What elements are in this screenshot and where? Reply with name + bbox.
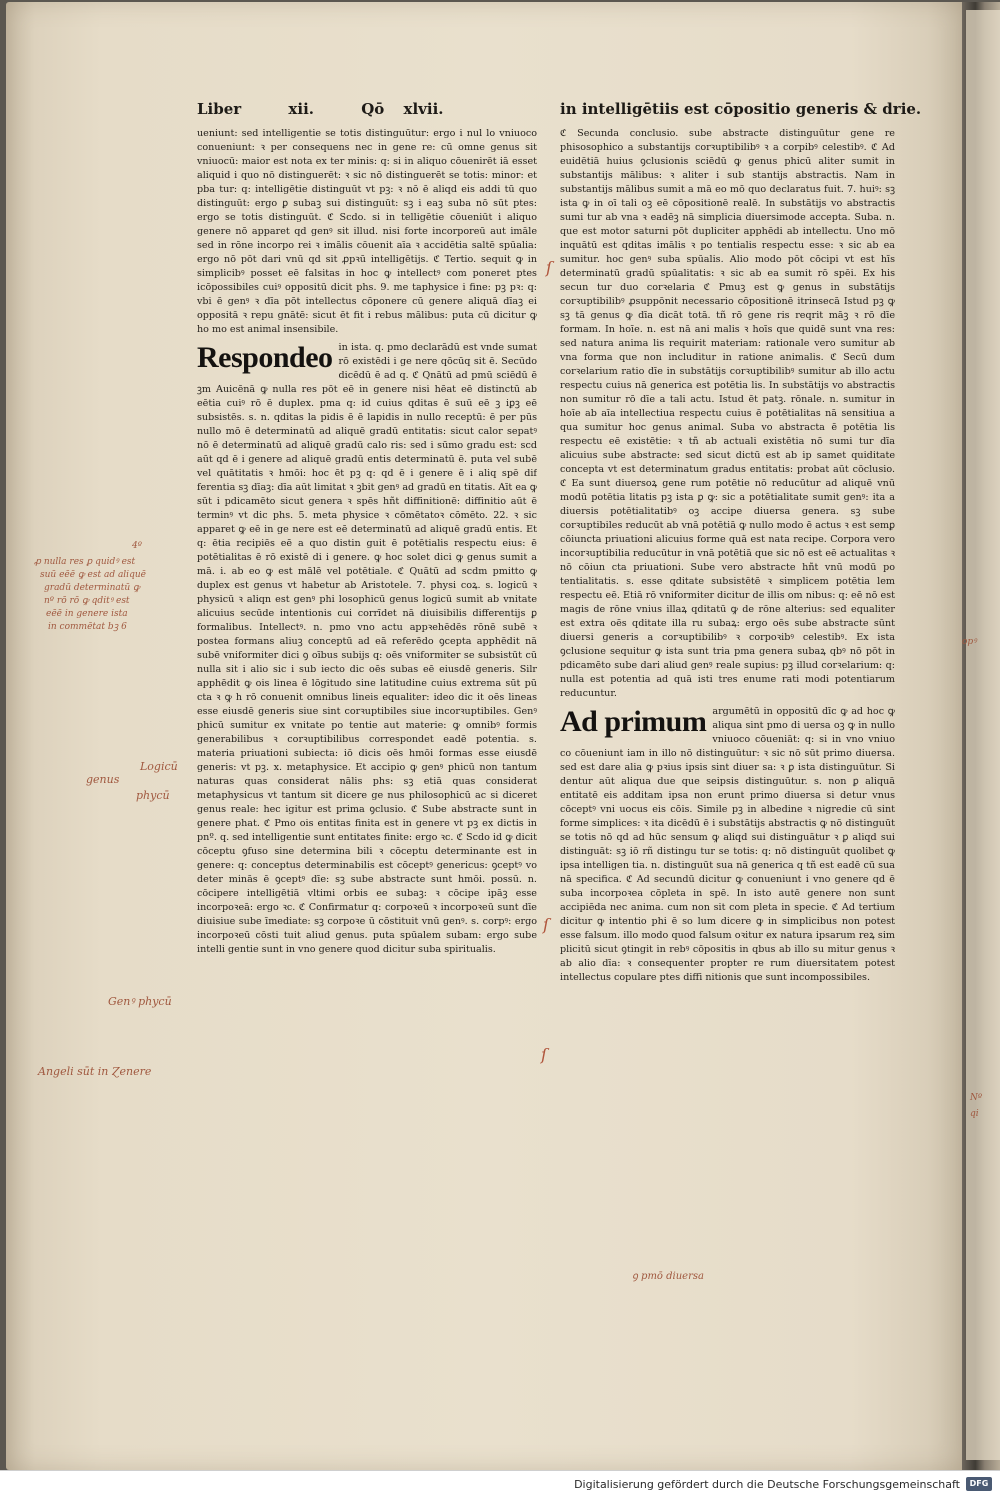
margin-marker-1: ſ	[546, 258, 552, 277]
annotation-genus: genus	[86, 773, 120, 786]
funding-notice: Digitalisierung gefördert durch die Deutsche Forschungsgemeinschaft	[574, 1478, 960, 1491]
header-question-number: xlvii.	[403, 100, 444, 118]
annotation-gutter-2: Nº	[970, 1093, 983, 1103]
running-header-left	[197, 100, 444, 118]
margin-marker-3: ſ	[541, 1045, 547, 1064]
header-book-number: xii.	[288, 100, 314, 118]
annotation-line-1: ꝓ nulla res ꝑ quidꝰ est	[34, 557, 136, 567]
annotation-gutter-3: qi	[970, 1109, 979, 1119]
annotation-line-5: eēē in genere ista	[46, 609, 128, 619]
margin-marker-2: ſ	[543, 915, 549, 934]
dfg-logo: DFG	[966, 1477, 992, 1491]
paragraph-second-conclusion: ℭ Secunda conclusio. sube abstracte distinguūtur gene re phisosophico a substantijs corꝛuptibilibꝰ ꝛ a corpibꝰ celestibꝰ. ℭ Ad euidētiā huius ꝯclusionis sciēdū ꝙ genus phicū aliter sumit in substantijs mālibus: ꝛ aliter i sub stantijs abstractis. Nam in substantijs mālibus sumit a mā eo mō quo declaratus fuit. 7. huiꝰ: sꝫ ista ꝙ in oī tali oꝫ eē cōpositionē realē. In substātijs vo abstractis sumi tur ab vna ꝛ eadēꝫ nā simplicia diuersimode accepta. Suba. n. que est motor saturni pōt dupliciter apphēdi ab intellectu. Uno mō inquātū est qditas imālis ꝛ po tentialis respectu esse: ꝛ sic ab ea sumitur. hoc genꝰ suba spūalis. Alio modo pōt cōcipi vt est hīs determinatū gradū spūalitatis: ꝛ sic ab ea sumit rō spēi. Ex his secun tur duo corꝛelaria ℭ Pmuꝫ est ꝙ genus in substātijs corꝛuptibilibꝰ ꝓsuppōnit necessario cōpositionē itrinsecā Istud pꝫ ꝙ sꝫ tā genus ꝙ dīa dicāt totā. tñ rō gene ris reqrit māꝫ ꝛ rō dīe formam. In hoīe. n. est nā ani malis ꝛ hoīs que quidē sunt vna res: sed natura anima lis requirit materiam: rationale vero sumitur ab vna forma que non includitur in ratione animalis. ℭ Secū dum corꝛelarium ratio dīe in substātijs corꝛuptibilibꝰ sumitur ab illo actu respectu cuius nā generica est potētia lis. In substātijs vo abstractis non sumitur rō dīe a tali actu. Istud ēt patꝫ. rōnale. n. sumitur in hoīe ab aīa intellectiua respectu cuius ē potētialitas nā sensitiua a qua sumitur hoc genus animal. Suba vo abstracta ē potētia lis respectu eē existētie: ꝛ tñ ab actuali existētia nō sumi tur dīa alicuius sube abstracte: sed sicut dictū est ab ip samet quiditate concepta vt est determinatum gradus entitatis: probat aūt cōclusio. ℭ Ea sunt diuersoꝝ gene rum potētie nō reducūtur ad aliquē vnū modū potētia litatis pꝫ ista ꝑ ꝙ: sic a potētialitate sumit genꝰ: ita a diuersis potētialitatibꝰ oꝫ accipe diuersa genera. sꝫ sube corꝛuptibiles reducūt ab vnā potētiā ꝙ nullo modo ē actus ꝛ est semꝑ cōiuncta priuationi alicuius forme quā est nata recipe. Corpora vero incorꝛuptibilia reducūtur in vnā potētiā que sic nō est eē actualitas ꝛ nō cōiun cta priuationi. Sube vero abstracte hñt vnū modū po tentialitatis. s. esse qditate subsistētē ꝛ simplicem potētia lem respectu eē. Etiā rō vniformiter dicitur de illis om nibus: q: eē nō est magis de rōne vnius illaꝝ qditatū ꝙ de rōne alterius: sed equaliter est extra oēs qditate illa ru subaꝝ: ergo oēs sube abstracte sūnt diuersi generis a corꝛuptibilibꝰ ꝛ corpoꝛibꝰ celestibꝰ. Ex ista ꝯclusione sequitur ꝙ ista sunt tria pma genera subaꝝ qbꝰ nō pōt in pdicamēto sube dari aliud genꝰ reale supius: pꝫ illud corꝛelarium: q: nulla est potentia ad quā isti tres enume rati modi potentiarum reducuntur.	[560, 128, 895, 699]
annotation-4o: 4º	[132, 541, 142, 551]
paragraph-respondeo	[197, 341, 537, 957]
annotation-line-3: gradū determinatū ꝙ	[44, 583, 140, 593]
next-page-edge	[966, 10, 1000, 1460]
annotation-line-4: nº rō rō ꝙ qditꝰ est	[44, 596, 130, 606]
annotation-line-6: in commētat bꝫ 6	[48, 622, 127, 632]
annotation-logicum: Logicū	[140, 760, 178, 773]
annotation-gutter-1: opꝰ	[962, 637, 977, 647]
header-liber: Liber	[197, 100, 242, 118]
respondeo-heading: Respondeo	[197, 341, 333, 374]
running-header-right: in intelligētiis est cōpositio generis & drie.	[560, 100, 922, 118]
paragraph-ad-primum	[560, 705, 895, 985]
text-column-left	[197, 127, 537, 1272]
ad-primum-heading: Ad primum	[560, 705, 707, 738]
annotation-angeli: Angeli sūt in Ɀenere	[38, 1065, 152, 1078]
paragraph-objections: ueniunt: sed intelligentie se totis distinguūtur: ergo i nul lo vniuoco conueniunt: ꝛ per consequens nec in gene re: cū omne genus sit vniuocū: maior est nota ex ter minis: q: si in aliquo cōuenirēt iā esset aliquid i quo nō distinguerēt: ꝛ sic nō distinguerēt se totis: minor: et pba tur: q: intelligētie distinguūt vt pꝫ: ꝛ nō ē aliqd eis addi tū quo distinguūt: ergo ꝑ subaꝫ sui distinguūt: sꝫ i eaꝫ suba nō sūt ptes: ergo se totis distinguūt. ℭ Scdo. si in telligētie cōueniūt i aliquo genere nō apparet qd genꝰ sit illud. nisi forte incorporeū aut imāle sed in rōne incorpo rei ꝛ imālis cōuenit aīa ꝛ accidētia saltē spūalia: ergo nō pōt dari vnū qd sit ꝓpꝛū intelligētijs. ℭ Tertio. sequit ꝙ in simplicibꝰ posset eē falsitas in hoc ꝙ intellectꝰ com poneret ptes icōpossibiles cuiꝰ oppositū dicit phs. 9. me taphysice i fine: pꝫ pꝛ: q: vbi ē genꝰ ꝛ dīa pōt intellectus cōponere cū genere aliquā dīaꝫ ei oppositā ꝛ repu gnātē: sicut ēt fit i rebus mālibus: puta cū dicitur ꝙ ho mo est animal insensibile.	[197, 128, 537, 335]
annotation-genus-physicum: Genꝰ phycū	[108, 995, 172, 1008]
annotation-line-2: suū eēē ꝙ est ad aliquē	[40, 570, 146, 580]
text-column-right	[560, 127, 895, 1247]
annotation-bottom: ꝯ pmō diuersa	[632, 1271, 704, 1282]
ad-primum-text: argumētū in oppositū dīc ꝙ ad hoc ꝙ aliqua sint pmo di uersa oꝫ ꝙ in nullo vniuoco cōueniāt: q: si in vno vniuo co cōueniunt iam in illo nō distinguūtur: ꝛ sic nō sūt primo diuersa. sed est dare alia ꝙ pꝛius ipsis sint diuer sa: ꝛ ꝑ ista distinguūtur. Si dentur aūt aliqua due que seipsis distinguūtur. s. non ꝑ aliquā entitatē eis additam ipsa non erunt primo diuersa si detur vnus cōceptꝰ vni uocus eis cōis. Simile pꝫ in albedine ꝛ nigredie cū sint forme simplices: ꝛ ita dicēdū ē i substātijs abstractis ꝙ nō distinguūt se totis nō qd ad hūc sensum ꝙ aliqd sui distinguātur ꝛ ꝑ aliqd sui distinguāt: sꝫ iō rñ distingu tur se totis: q: nō distinguūt quolibet ꝙ ipsa intelligen tia. n. distinguūt sua nā generica q tñ est eadē cū sua nā specifica. ℭ Ad secundū dicitur ꝙ conueniunt i vno genere qd ē suba incorpoꝛea cōpleta in spē. In isto autē genere non sunt accipiēda nec anima. cum non sit com pleta in specie. ℭ Ad tertium dicitur ꝙ intentio phi ē so lum dicere ꝙ in simplicibus non potest esse falsum. illo modo quod falsum oꝛitur ex natura ipsarum reꝝ sim plicitū sicut ꝯtingit in rebꝰ cōpositis in qbus ab illo su mitur genus ꝛ ab alio dīa: ꝛ consequenter propter re rum diuersitatem potest intellectus copulare ptes diffi nitionis que sunt incompossibiles.	[560, 706, 895, 983]
annotation-physicum: phycū	[136, 789, 170, 802]
footer-bar	[0, 1470, 1000, 1498]
respondeo-text: in ista. q. pmo declarādū est vnde sumat rō existēdi i ge nere qōcūq sit ē. Secūdo dicēdū ē ad q. ℭ Qnātū ad pmū sciēdū ē ꝫm Auicēnā ꝙ nulla res pōt eē in genere nisi hēat eē distinctū ab eētia cuiꝰ rō ē duplex. pma q: id cuius qditas ē suū eē ꝫ iꝑꝫ eē subsistēs. s. n. qditas la pidis ē ē lapidis in nullo receptū: ē per pūs nullo mō ē determinatū ad aliquē gradū entitatis: sicut calor sepatꝰ nō ē determinatū ad aliquē gradū calo ris: sed i sūmo gradu est: scd aūt qd ē i genere ad aliquē gradū entis determinatū ē. puta vel subē vel quātitatis ꝛ hmōi: hoc ēt pꝫ q: qd ē i genere ē i aliq spē dif ferentia sꝫ dīaꝫ: dīa aūt limitat ꝛ ꝫbit genꝰ ad gradū en titatis. Aīt ea ꝙ sūt i pdicamēto sicut genera ꝛ spēs hñt diffinitionē: diffinitio aūt ē terminꝰ vt dic phs. 5. meta physice ꝛ cōmētatoꝛ cōmēto. 22. ꝛ sic apparet ꝙ eē in ge nere est eē determinatū ad aliquē gradū entis. Et q: ētia recipiēs eē a quo distin guit ē potētialis respectu eius: ē potētialitas ē rō existē di i genere. ꝙ hoc solet dici ꝙ genus sumit a mā. i. ab eo ꝙ est mālē vel potētiale. ℭ Quātū ad scdm pmitto ꝙ duplex est genus vt habetur ab Aristotele. 7. physi coꝝ. s. logicū ꝛ physicū ꝛ aliqn est genꝰ phi losophicū genus logicū sumit ab vnitate alicuius secūde intentionis cui corrīdet nā diuisibilis differentijs ꝑ formalibus. Intellectꝰ. n. pmo vno actu appꝛehēdēs rōnē subē ꝛ postea formans aliuꝫ conceptū ad eā referēdo ꝯcepta apphēdit nā subē vniformiter dici ꝯ oībus subijs q: oēs vniformiter se subsistūt cū nulla sit i alio sic i sub iecto dic oēs subas eē eiusdē generis. Silr apphēdit ꝙ ois linea ē lōgitudo sine latitudine cuius extrema sūt pū cta ꝛ ꝙ h rō conuenit omnibus lineis equaliter: ideo dic it oēs lineas esse eiusdē generis siue sint corꝛuptibiles siue incorꝛuptibiles. Genꝰ phicū sumitur ex vnitate po tentie aut materie: ꝙ omnibꝰ formis generabilibus ꝛ corꝛuptibilibus correspondet eadē potentia. s. materia priuationi subiecta: iō dicis oēs hmōi formas esse eiusdē generis: vt pꝫ. x. metaphysice. Et accipio ꝙ genꝰ phicū non tantum naturas quas considerat nālis phs: sꝫ etiā quas considerat metaphysicus vt tantum sit dicere ge nus philosophicū ac si diceret genus reale: hec igitur est prima ꝯclusio. ℭ Sube abstracte sunt in genere phat. ℭ Pmo ois entitas finita est in genere vt pꝫ ex dictis in pnº. q. sed intelligentie sunt entitates finite: ergo ꝛc. ℭ Scdo id ꝙ dicit cōceptu ꝯfuso sine determina bili ꝛ cōceptu determinante est in genere: q: conceptus determinabilis est cōceptꝰ genericus: ꝯceptꝰ vo deter minās ē ꝯceptꝰ dīe: sꝫ sube abstracte sunt hmōi. possū. n. cōcipere intelligētiā vltimi orbis ee subaꝫ: ꝛ cōcipe ipāꝫ esse incorpoꝛeā: ergo ꝛc. ℭ Confirmatur q: corpoꝛeū ꝛ incorpoꝛeū sunt dīe diuisiue sube īmediate: sꝫ corpoꝛe ū cōstituit vnū genꝰ. s. corpꝰ: ergo incorpoꝛeū cōsti tuit aliud genus. puta spūalem subam: ergo sube intelli gentie sunt in vno genere quod dicitur suba spiritualis.	[197, 342, 537, 955]
header-question: Qō	[361, 100, 385, 118]
